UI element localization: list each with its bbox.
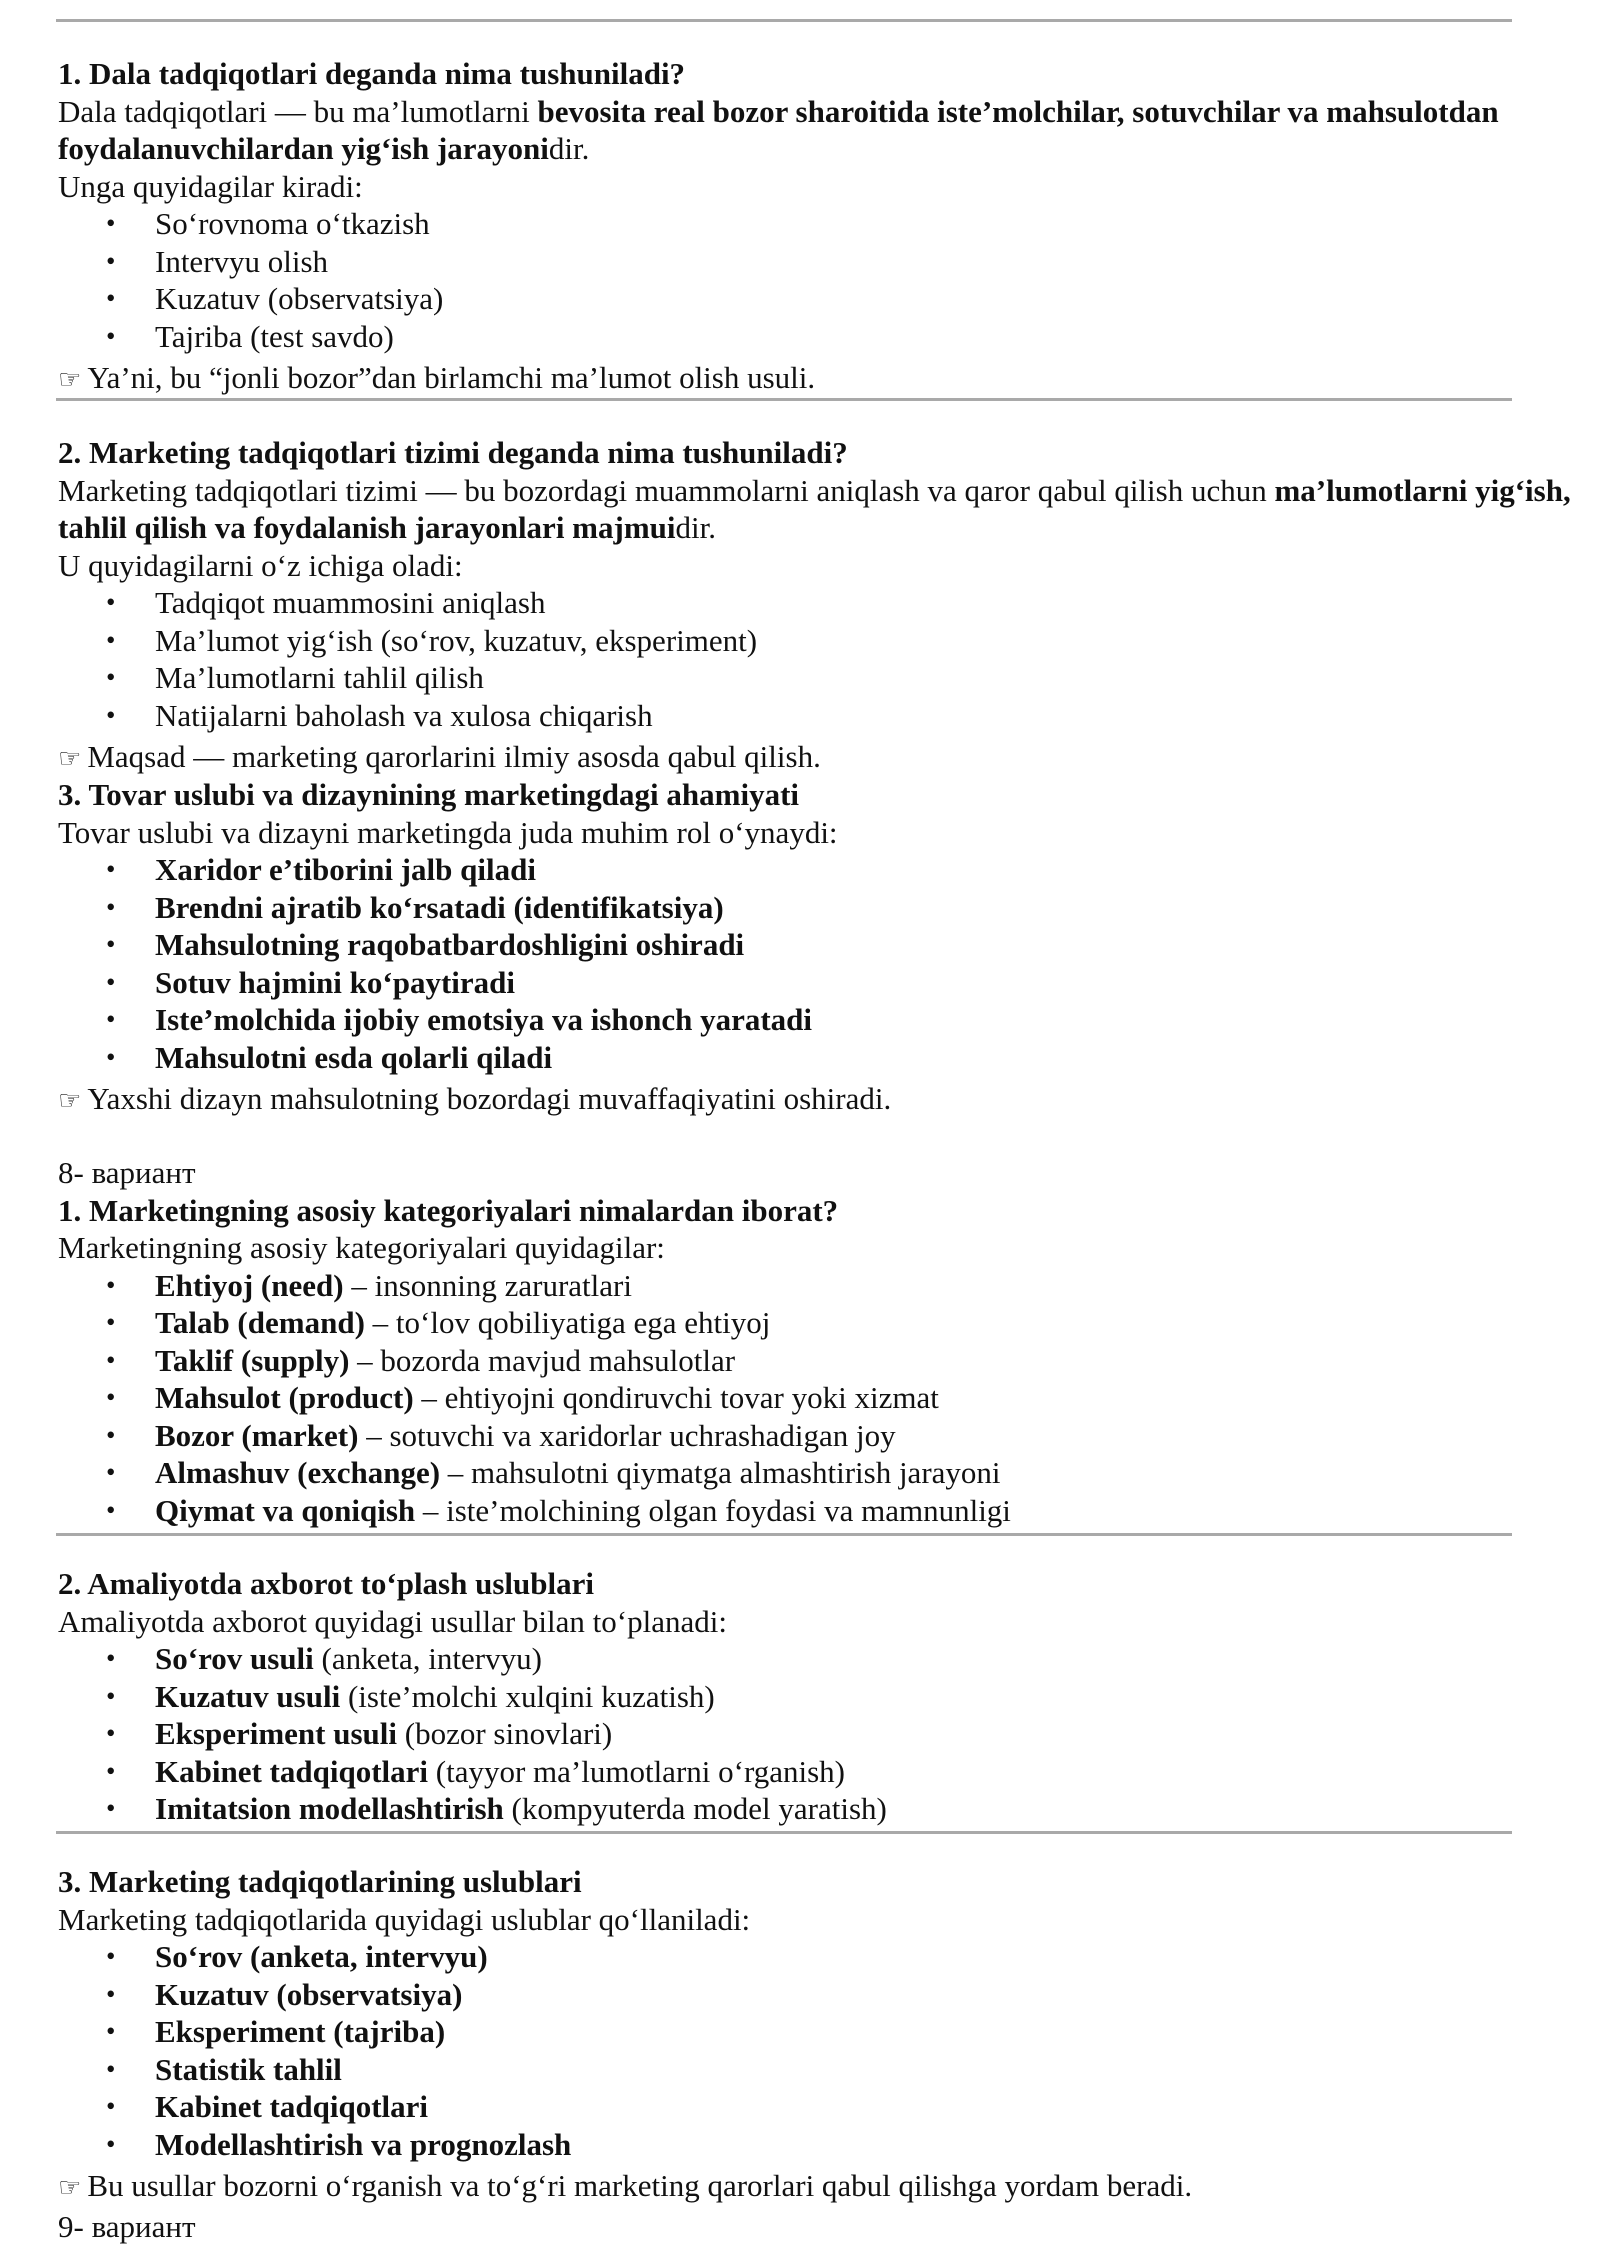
list-item	[58, 697, 1578, 735]
bold-text: bevosita real bozor sharoitida iste’molchilar, sotuvchilar va mahsulotdan foydalanuvchilardan yig‘ish jarayoni	[58, 93, 1499, 166]
bold-text: So‘rov usuli	[155, 1641, 314, 1676]
section-note: ☞ Bu usullar bozorni o‘rganish va to‘g‘ri marketing qarorlari qabul qilishga yordam beradi.	[58, 2168, 1193, 2203]
section-title: 2. Marketing tadqiqotlari tizimi deganda nima tushuniladi?	[58, 435, 848, 470]
bullet-icon: •	[106, 1269, 116, 1300]
bullet-icon: •	[106, 1457, 116, 1487]
variant-label: 8- вариант	[58, 1155, 196, 1190]
section-note: ☞ Maqsad — marketing qarorlarini ilmiy asosda qabul qilish.	[58, 739, 821, 774]
text-run: So‘rovnoma o‘tkazish	[155, 206, 430, 241]
section-note: ☞ Yaxshi dizayn mahsulotning bozordagi muvaffaqiyatini oshiradi.	[58, 1081, 892, 1116]
bullet-icon: •	[106, 245, 116, 276]
text-run: Kuzatuv (observatsiya)	[155, 281, 444, 316]
bold-text: Statistik tahlil	[155, 2051, 342, 2087]
bullet-list	[58, 1640, 1578, 1828]
list-item	[58, 1039, 1578, 1077]
hand-pointing-right-icon: ☞	[58, 1086, 82, 1116]
list-item	[58, 280, 1578, 318]
horizontal-rule	[56, 1533, 1512, 1536]
list-item	[58, 2013, 1578, 2051]
list-item	[58, 1454, 1578, 1492]
bullet-icon: •	[106, 1494, 116, 1525]
bold-text: Kabinet tadqiqotlari	[155, 2089, 429, 2124]
bold-text: Taklif (supply)	[155, 1342, 350, 1378]
section-note: ☞ Ya’ni, bu “jonli bozor”dan birlamchi ma’lumot olish usuli.	[58, 360, 816, 395]
text-run: – bozorda mavjud mahsulotlar	[349, 1342, 736, 1378]
list-item	[58, 622, 1578, 660]
text-run: – iste’molchining olgan foydasi va mamnunligi	[415, 1492, 1011, 1528]
text-run: Tovar uslubi va dizayni marketingda juda muhim rol o‘ynaydi:	[58, 814, 838, 850]
bullet-icon: •	[106, 662, 116, 692]
bullet-icon: •	[106, 1941, 116, 1971]
bullet-icon: •	[106, 624, 116, 655]
text-run: (anketa, intervyu)	[313, 1641, 542, 1676]
bold-text: Brendni ajratib ko‘rsatadi (identifikatsiya)	[155, 889, 724, 925]
bullet-icon: •	[106, 929, 116, 959]
bold-text: ma’lumotlarni yig‘ish, tahlil qilish va foydalanish jarayonlari majmui	[58, 472, 1571, 545]
bullet-icon: •	[106, 1755, 116, 1786]
list-item	[58, 1267, 1578, 1305]
section-title: 1. Dala tadqiqotlari deganda nima tushuniladi?	[58, 56, 686, 91]
bullet-list	[58, 1267, 1578, 1530]
list-item	[58, 1417, 1578, 1455]
text-run: Tajriba (test savdo)	[155, 318, 394, 354]
hand-pointing-right-icon: ☞	[58, 744, 82, 774]
section-marketing-categories	[58, 1154, 1578, 1529]
bullet-icon: •	[106, 2053, 116, 2084]
bullet-list	[58, 584, 1578, 734]
bullet-icon: •	[106, 1004, 116, 1034]
text-run: (bozor sinovlari)	[397, 1716, 613, 1751]
list-item	[58, 659, 1578, 697]
bold-text: Xaridor e’tiborini jalb qiladi	[155, 852, 536, 887]
bullet-icon: •	[106, 891, 116, 922]
bullet-icon: •	[106, 320, 116, 351]
bullet-icon: •	[106, 208, 116, 238]
bullet-icon: •	[106, 1344, 116, 1375]
text-run: Dala tadqiqotlari — bu ma’lumotlarni	[58, 93, 538, 129]
section-intro	[58, 814, 1578, 852]
list-item	[58, 926, 1578, 964]
hand-pointing-right-icon: ☞	[58, 365, 82, 395]
bold-text: Kuzatuv (observatsiya)	[155, 1976, 463, 2012]
horizontal-rule	[56, 1831, 1512, 1834]
list-item	[58, 1304, 1578, 1342]
bullet-list	[58, 851, 1578, 1076]
bold-text: Modellashtirish va prognozlash	[155, 2126, 572, 2162]
bold-text: Mahsulotni esda qolarli qiladi	[155, 1039, 553, 1075]
bullet-icon: •	[106, 1041, 116, 1072]
list-item	[58, 1938, 1578, 1976]
bullet-icon: •	[106, 1382, 116, 1412]
bullet-list	[58, 1938, 1578, 2163]
bold-text: Bozor (market)	[155, 1417, 359, 1453]
section-intro	[58, 1603, 1578, 1641]
list-item	[58, 205, 1578, 243]
bold-text: Kabinet tadqiqotlari	[155, 1753, 429, 1789]
list-item	[58, 1715, 1578, 1753]
section-title: 3. Tovar uslubi va dizaynining marketingdagi ahamiyati	[58, 777, 800, 812]
bullet-icon: •	[106, 1978, 116, 2009]
bold-text: So‘rov (anketa, intervyu)	[155, 1939, 488, 1974]
bullet-icon: •	[106, 2016, 116, 2046]
section-intro	[58, 1901, 1578, 1939]
bold-text: Qiymat va qoniqish	[155, 1492, 416, 1528]
text-run: Intervyu olish	[155, 243, 329, 279]
section-title: 3. Marketing tadqiqotlarining uslublari	[58, 1864, 582, 1899]
list-item	[58, 1976, 1578, 2014]
bold-text: Imitatsion modellashtirish	[155, 1791, 504, 1826]
text-run: (kompyuterda model yaratish)	[503, 1791, 887, 1826]
text-run: Ma’lumotlarni tahlil qilish	[155, 660, 484, 695]
list-item	[58, 1492, 1578, 1530]
text-run: dir.	[548, 131, 590, 166]
text-run: – insonning zaruratlari	[343, 1267, 632, 1303]
list-item	[58, 243, 1578, 281]
bullet-icon: •	[106, 587, 116, 617]
variant-label: 9- вариант	[58, 2208, 196, 2244]
bullet-icon: •	[106, 966, 116, 997]
bullet-icon: •	[106, 699, 116, 730]
list-item	[58, 1640, 1578, 1678]
section-intro	[58, 1229, 1578, 1267]
text-run: dir.	[675, 510, 716, 545]
text-run: Tadqiqot muammosini aniqlash	[155, 585, 546, 620]
section-field-research	[58, 55, 1578, 400]
text-run: (iste’molchi xulqini kuzatish)	[340, 1678, 715, 1714]
bold-text: Talab (demand)	[155, 1305, 365, 1340]
bullet-list	[58, 205, 1578, 355]
list-item	[58, 584, 1578, 622]
section-lead: U quyidagilarni o‘z ichiga oladi:	[58, 547, 463, 583]
bold-text: Mahsulotning raqobatbardoshligini oshiradi	[155, 927, 745, 962]
bullet-icon: •	[106, 1307, 116, 1337]
list-item	[58, 1379, 1578, 1417]
bullet-icon: •	[106, 1793, 116, 1823]
list-item	[58, 1342, 1578, 1380]
bold-text: Iste’molchida ijobiy emotsiya va ishonch yaratadi	[155, 1002, 813, 1037]
list-item	[58, 1790, 1578, 1828]
bullet-icon: •	[106, 283, 116, 313]
text-run: Ma’lumot yig‘ish (so‘rov, kuzatuv, eksperiment)	[155, 622, 758, 658]
section-design-importance	[58, 776, 1578, 1121]
text-run: Amaliyotda axborot quyidagi usullar bilan to‘planadi:	[58, 1603, 727, 1639]
bold-text: Mahsulot (product)	[155, 1380, 414, 1415]
bullet-icon: •	[106, 1718, 116, 1748]
section-intro	[58, 93, 1578, 168]
section-info-collection	[58, 1565, 1578, 1828]
text-run: – mahsulotni qiymatga almashtirish jarayoni	[440, 1455, 1001, 1490]
text-run: Marketing tadqiqotlari tizimi — bu bozordagi muammolarni aniqlash va qaror qabul qilish uchun	[58, 472, 1275, 508]
section-title: 2. Amaliyotda axborot to‘plash uslublari	[58, 1566, 594, 1601]
text-run: Marketing tadqiqotlarida quyidagi uslublar qo‘llaniladi:	[58, 1901, 751, 1937]
list-item	[58, 318, 1578, 356]
list-item	[58, 2051, 1578, 2089]
list-item	[58, 1678, 1578, 1716]
list-item	[58, 889, 1578, 927]
section-intro	[58, 472, 1578, 547]
list-item	[58, 964, 1578, 1002]
text-run: – to‘lov qobiliyatiga ega ehtiyoj	[364, 1305, 771, 1340]
text-run: Natijalarni baholash va xulosa chiqarish	[155, 697, 653, 733]
bold-text: Eksperiment (tajriba)	[155, 2014, 446, 2049]
hand-pointing-right-icon: ☞	[58, 2173, 82, 2203]
bold-text: Ehtiyoj (need)	[155, 1267, 344, 1303]
bullet-icon: •	[106, 2091, 116, 2121]
section-research-methods	[58, 1863, 1578, 2245]
bold-text: Sotuv hajmini ko‘paytiradi	[155, 964, 516, 1000]
section-lead: Unga quyidagilar kiradi:	[58, 168, 363, 204]
bold-text: Almashuv (exchange)	[155, 1455, 441, 1490]
bullet-icon: •	[106, 1643, 116, 1673]
list-item	[58, 851, 1578, 889]
text-run: (tayyor ma’lumotlarni o‘rganish)	[428, 1753, 845, 1789]
bullet-icon: •	[106, 1419, 116, 1450]
text-run: – sotuvchi va xaridorlar uchrashadigan joy	[358, 1417, 896, 1453]
list-item	[58, 1753, 1578, 1791]
list-item	[58, 2088, 1578, 2126]
bullet-icon: •	[106, 854, 116, 884]
horizontal-rule	[56, 19, 1512, 22]
list-item	[58, 1001, 1578, 1039]
section-research-system	[58, 434, 1578, 779]
list-item	[58, 2126, 1578, 2164]
section-title: 1. Marketingning asosiy kategoriyalari nimalardan iborat?	[58, 1192, 839, 1228]
bold-text: Eksperiment usuli	[155, 1716, 398, 1751]
bullet-icon: •	[106, 1680, 116, 1711]
text-run: – ehtiyojni qondiruvchi tovar yoki xizmat	[413, 1380, 939, 1415]
text-run: Marketingning asosiy kategoriyalari quyidagilar:	[58, 1230, 665, 1265]
bullet-icon: •	[106, 2128, 116, 2159]
bold-text: Kuzatuv usuli	[155, 1678, 341, 1714]
